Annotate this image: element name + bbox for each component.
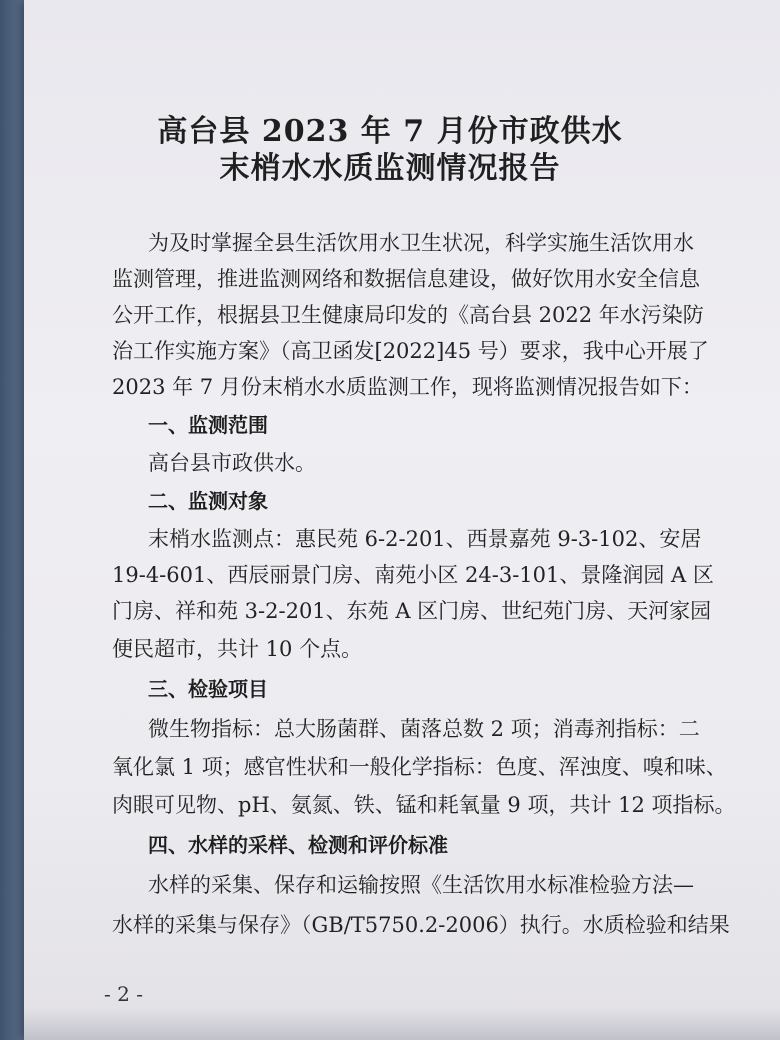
section-heading-scope: 一、监测范围 [148,413,268,437]
objects-line-2: 19-4-601、西辰丽景门房、南苑小区 24-3-101、景隆润园 A 区 [112,563,714,587]
document-title-line-1: 高台县 2023 年 7 月份市政供水 [157,114,623,149]
items-line-3: 肉眼可见物、pH、氨氮、铁、锰和耗氧量 9 项，共计 12 项指标。 [112,793,736,817]
background-edge [0,0,24,1040]
intro-line-2: 监测管理，推进监测网络和数据信息建设，做好饮用水安全信息 [112,267,700,291]
objects-line-1: 末梢水监测点：惠民苑 6-2-201、西景嘉苑 9-3-102、安居 [148,527,702,551]
document-title-line-2: 末梢水水质监测情况报告 [219,151,561,186]
page-shadow [24,1008,780,1040]
items-line-1: 微生物指标：总大肠菌群、菌落总数 2 项；消毒剂指标：二 [148,717,700,741]
items-line-2: 氧化氯 1 项；感官性状和一般化学指标：色度、浑浊度、嗅和味、 [112,755,727,779]
objects-line-3: 门房、祥和苑 3-2-201、东苑 A 区门房、世纪苑门房、天河家园 [112,599,712,623]
intro-line-1: 为及时掌握全县生活饮用水卫生状况，科学实施生活饮用水 [148,231,694,255]
page-number: - 2 - [104,982,143,1006]
section-heading-items: 三、检验项目 [148,677,268,701]
intro-line-5: 2023 年 7 月份末梢水水质监测工作，现将监测情况报告如下： [112,375,703,399]
section-heading-standards: 四、水样的采样、检测和评价标准 [148,833,448,857]
objects-line-4: 便民超市，共计 10 个点。 [112,637,363,661]
section-heading-objects: 二、监测对象 [148,489,268,513]
intro-line-4: 治工作实施方案》（高卫函发[2022]45 号）要求，我中心开展了 [112,339,709,363]
intro-line-3: 公开工作，根据县卫生健康局印发的《高台县 2022 年水污染防 [112,303,704,327]
standards-line-2: 水样的采集与保存》（GB/T5750.2-2006）执行。水质检验和结果 [112,913,730,937]
standards-line-1: 水样的采集、保存和运输按照《生活饮用水标准检验方法— [148,873,694,897]
scope-text: 高台县市政供水。 [148,451,316,475]
